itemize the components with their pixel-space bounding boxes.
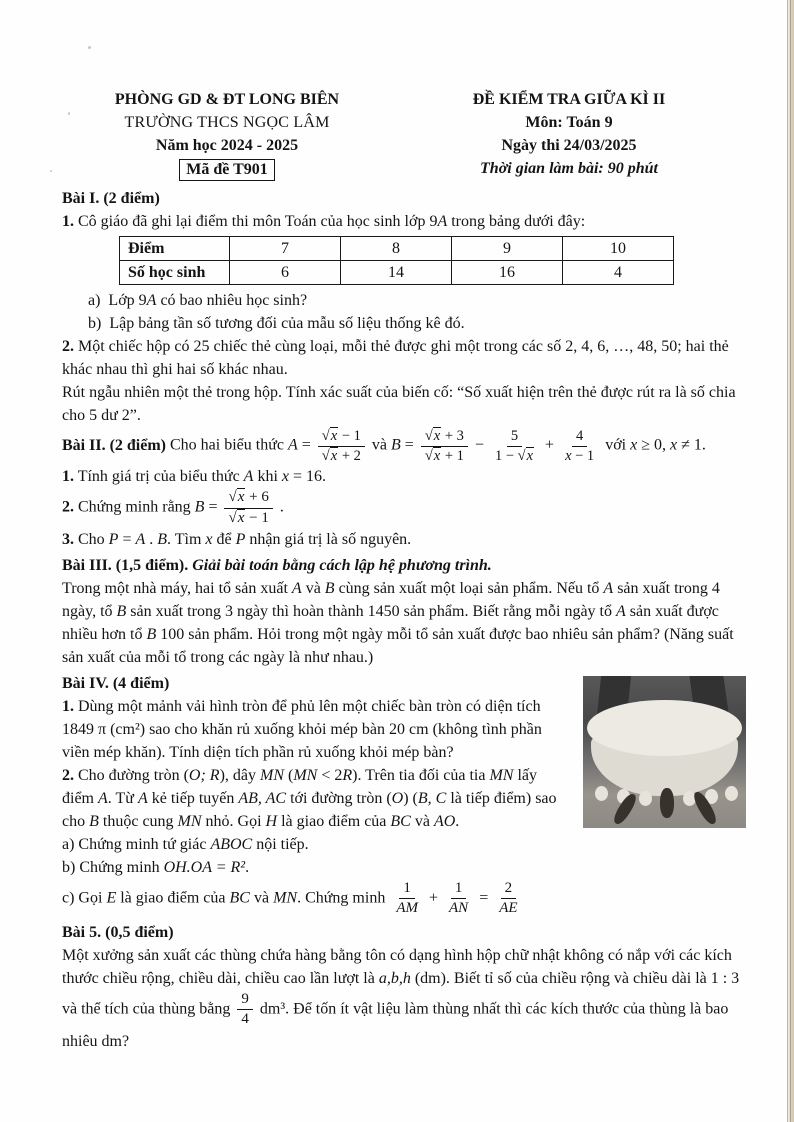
fraction-1-over-AM: [392, 880, 422, 917]
question-1-1: [62, 210, 746, 233]
school-name: TRƯỜNG THCS NGỌC LÂM: [124, 114, 330, 132]
term: − 1: [245, 509, 269, 526]
table-cell: 10: [563, 237, 674, 261]
table-cell: 9: [452, 237, 563, 261]
section-1-title: Bài I. (2 điểm): [62, 190, 160, 208]
question-1-2-continued: Rút ngẫu nhiên một thẻ trong hộp. Tính xác suất của biến cố: “Số xuất hiện trên thẻ được rút ra là số chia cho 5 dư 2”.: [62, 384, 736, 425]
denominator: [318, 447, 365, 465]
score-frequency-table: [119, 236, 674, 285]
question-text: Dùng một mảnh vải hình tròn để phủ lên một chiếc bàn tròn có diện tích 1849 π (cm²) sao cho khăn rủ xuống khỏi mép bàn 20 cm (không tình phần viền mép khăn). Tính diện tích phần rủ xuống khỏi mép bàn?: [62, 697, 542, 761]
section-2-title: Bài II. (2 điểm): [62, 437, 166, 455]
term: 1 −: [494, 447, 518, 464]
question-text: Cho P = A . B. Tìm x để P nhận giá trị là số nguyên.: [74, 530, 412, 548]
exam-code: Mã đề T901: [179, 159, 274, 181]
scan-speck: [50, 170, 52, 172]
numerator: 5: [507, 428, 522, 447]
department-name: PHÒNG GD & ĐT LONG BIÊN: [114, 91, 340, 108]
section-4-title: Bài IV. (4 điểm): [62, 674, 170, 692]
photo-tablecloth-top: [587, 700, 742, 756]
question-text: c) Gọi E là giao điểm của BC và MN. Chứng minh: [62, 889, 390, 907]
question-number: 1.: [62, 468, 74, 486]
round-table-lace-tablecloth-photo: [583, 676, 746, 828]
formula-B-fraction-2: [491, 428, 538, 464]
denominator: AE: [499, 900, 518, 917]
equals-sign: =: [475, 889, 493, 907]
exam-subject: Môn: Toán 9: [525, 114, 613, 132]
term: − 1: [338, 428, 361, 445]
denominator: [224, 509, 272, 527]
photo-lace-scallop-edge: [595, 786, 608, 801]
question-4-2b: b) Chứng minh OH.OA = R².: [62, 859, 250, 877]
scan-speck: [68, 112, 70, 115]
question-number: 1.: [62, 213, 74, 231]
numerator: 4: [572, 428, 587, 447]
scan-edge-artifact: [787, 0, 794, 1122]
radicand: x: [330, 428, 338, 445]
question-text: Một xưởng sản xuất các thùng chứa hàng bằng tôn có dạng hình hộp chữ nhật không có nắp với các kích thước chiều rộng, chiều dài, chiều cao lần lượt là a,b,h (dm). Biết tỉ số của chiều rộng và chiều dài là 1 : 3 và thể tích của thùng bằng: [62, 947, 740, 1018]
section-2-intro: [62, 427, 746, 465]
denominator: 4: [241, 1011, 249, 1028]
numerator: [421, 428, 468, 447]
question-number: 2.: [62, 766, 74, 784]
question-3-body: Trong một nhà máy, hai tổ sản xuất A và B cùng sản xuất một loại sản phẩm. Nếu tổ A sản xuất trong 4 ngày, tổ B sản xuất trong 3 ngày thì hoàn thành 1450 sản phẩm. Biết rằng mỗi ngày tổ A sản xuất được nhiều hơn tổ B 100 sản phẩm. Hỏi trong một ngày mỗi tổ sản xuất được bao nhiêu sản phẩm? (Năng suất sản xuất của mỗi tổ trong các ngày là như nhau.): [62, 579, 734, 666]
numerator: [224, 489, 272, 508]
table-cell: 7: [230, 237, 341, 261]
radicand: x: [237, 489, 245, 506]
school-info-block: [62, 88, 392, 181]
fraction-1-over-AN: [445, 880, 472, 917]
plus-sign: +: [424, 889, 443, 907]
photo-table-leg: [611, 791, 639, 826]
question-2-3: [62, 528, 746, 551]
table-cell: 4: [563, 261, 674, 285]
numerator: 1: [451, 880, 467, 899]
plus-sign: +: [541, 437, 559, 455]
fraction-2-over-AE: [495, 880, 521, 917]
term: + 1: [441, 447, 464, 464]
exam-code-row: [62, 158, 392, 181]
formula-B-fraction-3: [561, 428, 598, 464]
denominator: [491, 447, 538, 465]
question-number: 1.: [62, 697, 74, 715]
intro-text: Cho hai biểu thức: [166, 437, 288, 455]
formula-B-simplified: [224, 489, 272, 526]
denominator: [421, 447, 468, 465]
question-text: Chứng minh rằng: [74, 498, 195, 516]
table-cell: 8: [341, 237, 452, 261]
question-4-2a: a) Chứng minh tứ giác ABOC nội tiếp.: [62, 836, 309, 854]
fraction-9-over-4: [237, 991, 253, 1028]
section-5-title: Bài 5. (0,5 điểm): [62, 924, 174, 942]
question-5-body: [62, 944, 746, 1052]
exam-header: [62, 88, 746, 181]
numerator: 2: [501, 880, 517, 899]
denominator: x − 1: [565, 447, 595, 464]
radicand: x: [433, 447, 441, 464]
exam-duration: Thời gian làm bài: 90 phút: [480, 160, 658, 178]
question-number: 2.: [62, 338, 74, 356]
question-number: 3.: [62, 530, 74, 548]
question-1-1b: b) Lập bảng tần số tương đối của mẫu số liệu thống kê đó.: [88, 315, 465, 333]
question-2-2: [62, 488, 746, 527]
numerator: 9: [237, 991, 253, 1010]
sqrt-sign: √: [424, 428, 433, 445]
sqrt-sign: √: [517, 447, 526, 464]
var-B: B: [194, 498, 205, 516]
radicand: x: [330, 447, 338, 464]
photo-table-leg: [660, 788, 674, 818]
photo-table-leg: [691, 789, 719, 826]
denominator: AN: [449, 900, 469, 917]
formula-A-fraction: [318, 428, 365, 464]
sqrt-sign: √: [228, 489, 237, 506]
sqrt-sign: √: [321, 428, 330, 445]
equals-sign: =: [297, 437, 315, 455]
question-text: Cho đường tròn (O; R), dây MN (MN < 2R). Trên tia đối của tia MN lấy điểm A. Từ A kẻ tiếp tuyến AB, AC tới đường tròn (O) (B, C là tiếp điểm) sao cho B thuộc cung MN nhỏ. Gọi H là giao điểm của BC và AO.: [62, 766, 557, 830]
table-cell: 14: [341, 261, 452, 285]
numerator: [318, 428, 365, 447]
table-row-students: [120, 261, 674, 285]
minus-sign: −: [470, 437, 488, 455]
section-4: [62, 672, 746, 918]
question-text: dm³. Để tốn ít vật liệu làm thùng nhất thì các kích thước của thùng là bao nhiêu dm?: [62, 1000, 729, 1050]
term: + 3: [441, 428, 464, 445]
section-3-title-main: Bài III. (1,5 điểm).: [62, 556, 189, 574]
table-header-score: Điểm: [120, 237, 230, 261]
var-A: A: [287, 437, 298, 455]
equals-sign: =: [204, 498, 222, 516]
section-3-title: [62, 554, 746, 577]
question-1-2: [62, 335, 746, 381]
question-text: Cô giáo đã ghi lại điểm thi môn Toán của học sinh lớp 9A trong bảng dưới đây:: [74, 213, 586, 231]
sqrt-sign: √: [321, 447, 330, 464]
question-2-1: [62, 465, 746, 488]
question-1-1a: a) Lớp 9A có bao nhiêu học sinh?: [88, 292, 308, 310]
question-text: Một chiếc hộp có 25 chiếc thẻ cùng loại, mỗi thẻ được ghi một trong các số 2, 4, 6, …, 48, 50; hai thẻ khác nhau thì ghi hai số khác nhau.: [62, 338, 729, 379]
radicand: x: [526, 447, 534, 464]
period: .: [275, 498, 284, 516]
table-cell: 6: [230, 261, 341, 285]
radicand: x: [433, 428, 441, 445]
radicand: x: [237, 509, 245, 526]
and-text: và: [367, 437, 391, 455]
table-row-scores: [120, 237, 674, 261]
table-header-students: Số học sinh: [120, 261, 230, 285]
question-text: Tính giá trị của biểu thức A khi x = 16.: [74, 468, 327, 486]
section-3-subtitle: Giải bài toán bằng cách lập hệ phương trình.: [188, 556, 492, 574]
numerator: 1: [399, 880, 415, 899]
table-cell: 16: [452, 261, 563, 285]
term: + 6: [245, 489, 269, 506]
exam-date: Ngày thi 24/03/2025: [501, 137, 637, 155]
term: + 2: [338, 447, 361, 464]
sqrt-sign: √: [424, 447, 433, 464]
question-4-2c: [62, 879, 746, 918]
exam-title: ĐỀ KIỂM TRA GIỮA KÌ II: [472, 91, 666, 108]
question-number: 2.: [62, 498, 74, 516]
scan-speck: [88, 46, 91, 49]
var-B: B: [391, 437, 401, 455]
exam-title-block: [392, 88, 746, 181]
equals-sign: =: [400, 437, 418, 455]
sqrt-sign: √: [228, 509, 237, 526]
school-year: Năm học 2024 - 2025: [155, 137, 299, 155]
formula-B-fraction-1: [421, 428, 468, 464]
condition-text: với x ≥ 0, x ≠ 1.: [601, 437, 706, 455]
denominator: AM: [396, 900, 418, 917]
